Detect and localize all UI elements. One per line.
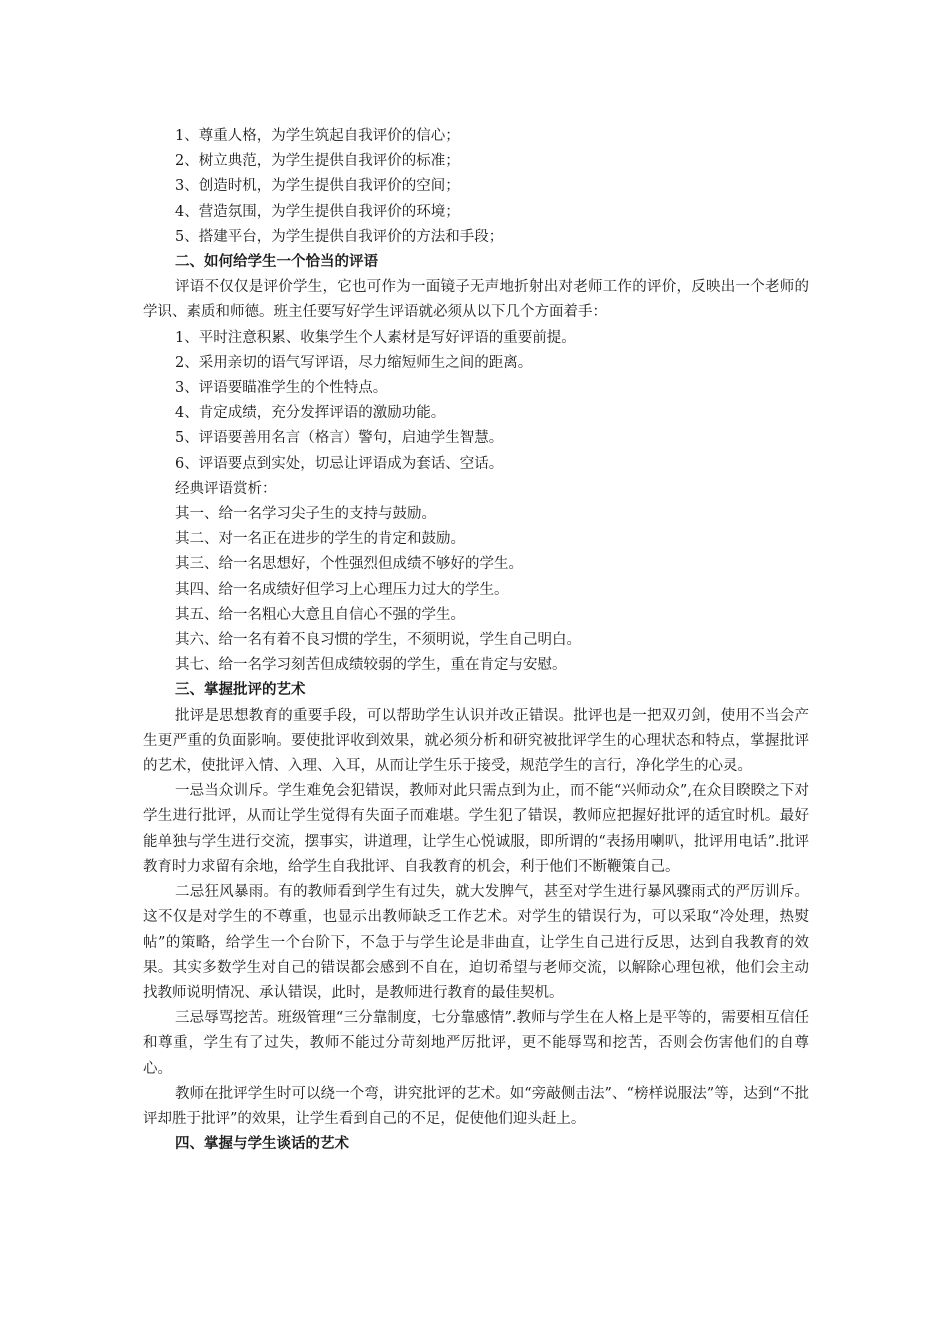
list-item: 6、评语要点到实处，切忌让评语成为套话、空话。 (175, 455, 504, 472)
list-item: 其四、给一名成绩好但学习上心理压力过大的学生。 (175, 581, 509, 598)
section-heading: 三、掌握批评的艺术 (175, 682, 306, 699)
list-item: 5、评语要善用名言（格言）警句，启迪学生智慧。 (175, 430, 504, 447)
paragraph: 批评是思想教育的重要手段，可以帮助学生认识并改正错误。批评也是一把双刃剑，使用不当会产生更严重的负面影响。要使批评收到效果，就必须分析和研究被批评学生的心理状态和特点，掌握批评的艺术，使批评入情、入理、入耳，从而让学生乐于接受，规范学生的言行，净化学生的心灵。 (143, 707, 809, 775)
paragraph: 二忌狂风暴雨。有的教师看到学生有过失，就大发脾气，甚至对学生进行暴风骤雨式的严厉训斥。这不仅是对学生的不尊重，也显示出教师缺乏工作艺术。对学生的错误行为，可以采取“冷处理，热熨帖”的策略，给学生一个台阶下，不急于与学生论是非曲直，让学生自己进行反思，达到自我教育的效果。其实多数学生对自己的错误都会感到不自在，迫切希望与老师交流，以解除心理包袱，他们会主动找教师说明情况、承认错误，此时，是教师进行教育的最佳契机。 (143, 884, 809, 1001)
list-item: 其七、给一名学习刻苦但成绩较弱的学生，重在肯定与安慰。 (175, 657, 567, 674)
list-item: 其五、给一名粗心大意且自信心不强的学生。 (175, 606, 465, 623)
paragraph: 一忌当众训斥。学生难免会犯错误，教师对此只需点到为止，而不能“兴师动众”,在众目睽睽之下对学生进行批评，从而让学生觉得有失面子而难堪。学生犯了错误，教师应把握好批评的适宜时机。最好能单独与学生进行交流，摆事实，讲道理，让学生心悦诚服，即所谓的“表扬用喇叭，批评用电话”.批评教育时力求留有余地，给学生自我批评、自我教育的机会，利于他们不断鞭策自己。 (143, 783, 809, 875)
list-item: 2、采用亲切的语气写评语，尽力缩短师生之间的距离。 (175, 354, 533, 371)
list-item: 4、营造氛围，为学生提供自我评价的环境； (175, 203, 460, 220)
list-item: 3、创造时机，为学生提供自我评价的空间； (175, 178, 460, 195)
paragraph: 三忌辱骂挖苦。班级管理“三分靠制度，七分靠感情”.教师与学生在人格上是平等的，需要相互信任和尊重，学生有了过失，教师不能过分苛刻地严厉批评，更不能辱骂和挖苦，否则会伤害他们的自尊心。 (143, 1010, 809, 1077)
list-item: 1、平时注意积累、收集学生个人素材是写好评语的重要前提。 (175, 329, 576, 346)
paragraph: 教师在批评学生时可以绕一个弯，讲究批评的艺术。如“旁敲侧击法”、“榜样说服法”等，达到“不批评却胜于批评”的效果，让学生看到自己的不足，促使他们迎头赶上。 (143, 1085, 809, 1127)
list-item: 其三、给一名思想好，个性强烈但成绩不够好的学生。 (175, 556, 523, 573)
subsection-label: 经典评语赏析： (175, 480, 277, 497)
list-item: 其六、给一名有着不良习惯的学生，不须明说，学生自己明白。 (175, 632, 581, 649)
list-item: 1、尊重人格，为学生筑起自我评价的信心； (175, 128, 460, 144)
document-page (143, 124, 809, 1157)
list-item: 其一、给一名学习尖子生的支持与鼓励。 (175, 506, 436, 523)
list-item: 3、评语要瞄准学生的个性特点。 (175, 380, 388, 397)
paragraph: 评语不仅仅是评价学生，它也可作为一面镜子无声地折射出对老师工作的评价，反映出一个老师的学识、素质和师德。班主任要写好学生评语就必须从以下几个方面着手： (143, 279, 809, 321)
list-item: 5、搭建平台，为学生提供自我评价的方法和手段； (175, 228, 504, 245)
section-heading: 四、掌握与学生谈话的艺术 (175, 1136, 349, 1153)
list-item: 2、树立典范，为学生提供自我评价的标准； (175, 153, 460, 170)
list-item: 其二、对一名正在进步的学生的肯定和鼓励。 (175, 531, 465, 548)
list-item: 4、肯定成绩，充分发挥评语的激励功能。 (175, 405, 446, 422)
section-heading: 二、如何给学生一个恰当的评语 (175, 254, 378, 271)
